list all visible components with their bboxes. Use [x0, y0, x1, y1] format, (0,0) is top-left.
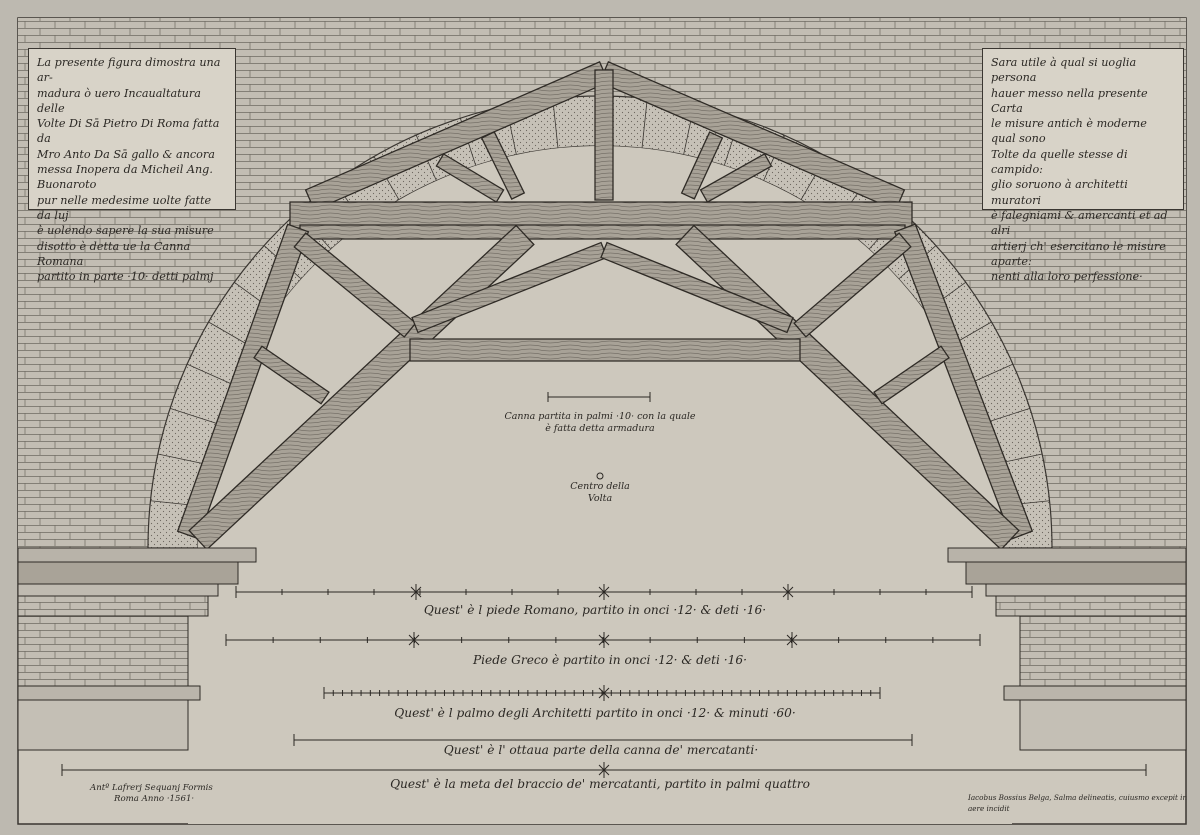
inscription-line: Volte Di Sā Pietro Di Roma fatta da [37, 117, 220, 146]
inscription-line: disotto è detta ue la Canna Romana [37, 239, 191, 268]
inscription-line: Tolte da quelle stesse di campido: [991, 147, 1128, 177]
right-inscription-panel [982, 48, 1184, 284]
inscription-line: Mro Anto Da Sā gallo & ancora [37, 147, 215, 161]
inscription-line: le misure antich è moderne qual sono [991, 117, 1147, 146]
inscription-line: pur nelle medesime uolte fatte da luj [37, 193, 212, 222]
scale-label-greek-foot: Piede Greco è partito in onci ·12· & deti ·16· [472, 653, 748, 667]
left-inscription-panel [28, 48, 236, 284]
inscription-line: è falegniami & amercanti et ad alri [991, 208, 1168, 238]
inscription-line: è uolendo sapere la sua misure [37, 224, 214, 238]
inscription-line: nenti alla loro perfessione· [991, 270, 1143, 284]
publisher-line: Roma Anno ·1561· [114, 794, 195, 804]
truss-beam [410, 339, 800, 361]
engraver-credit: Iacobus Bossius Belga, Salma delineatis, cuiusmo excepit in aere incidit [968, 793, 1188, 813]
publisher-credit [90, 783, 213, 805]
scale-label-canna-eighth: Quest' è l' ottaua parte della canna de' mercatanti· [443, 743, 759, 757]
canna-caption-line: Canna partita in palmi ·10· con la quale [504, 411, 696, 422]
publisher-line: Antº Lafrerj Sequanj Formis [90, 783, 213, 793]
canna-caption-line: è fatta detta armadura [545, 423, 655, 434]
scale-label-architect-palm: Quest' è l palmo degli Architetti partito in onci ·12· & minuti ·60· [394, 706, 796, 720]
inscription-line: hauer messo nella presente Carta [991, 86, 1148, 115]
inscription-line: artierj ch' esercitano le misure aparte: [991, 239, 1166, 268]
inscription-line: madura ò uero Incaualtatura delle [37, 86, 201, 115]
inscription-line: La presente figura dimostra una ar- [37, 56, 221, 85]
inscription-line: glio soruono à architetti muratori [991, 178, 1128, 207]
inscription-line: messa Inopera da Micheil Ang. Buonaroto [37, 163, 213, 192]
inscription-line: partito in parte ·10· detti palmj [37, 270, 214, 284]
canna-caption [500, 411, 700, 435]
scale-label-braccio-half: Quest' è la meta del braccio de' mercatanti, partito in palmi quattro [390, 777, 810, 791]
center-caption [560, 481, 640, 505]
center-caption-line: Centro della [570, 481, 630, 492]
truss-beam [290, 202, 912, 228]
inscription-line: Sara utile à qual si uoglia persona [991, 56, 1137, 85]
truss-beam [300, 225, 905, 239]
scale-label-roman-foot: Quest' è l piede Romano, partito in onci ·12· & deti ·16· [423, 603, 767, 617]
truss-beam [595, 70, 613, 200]
center-caption-line: Volta [587, 493, 613, 504]
